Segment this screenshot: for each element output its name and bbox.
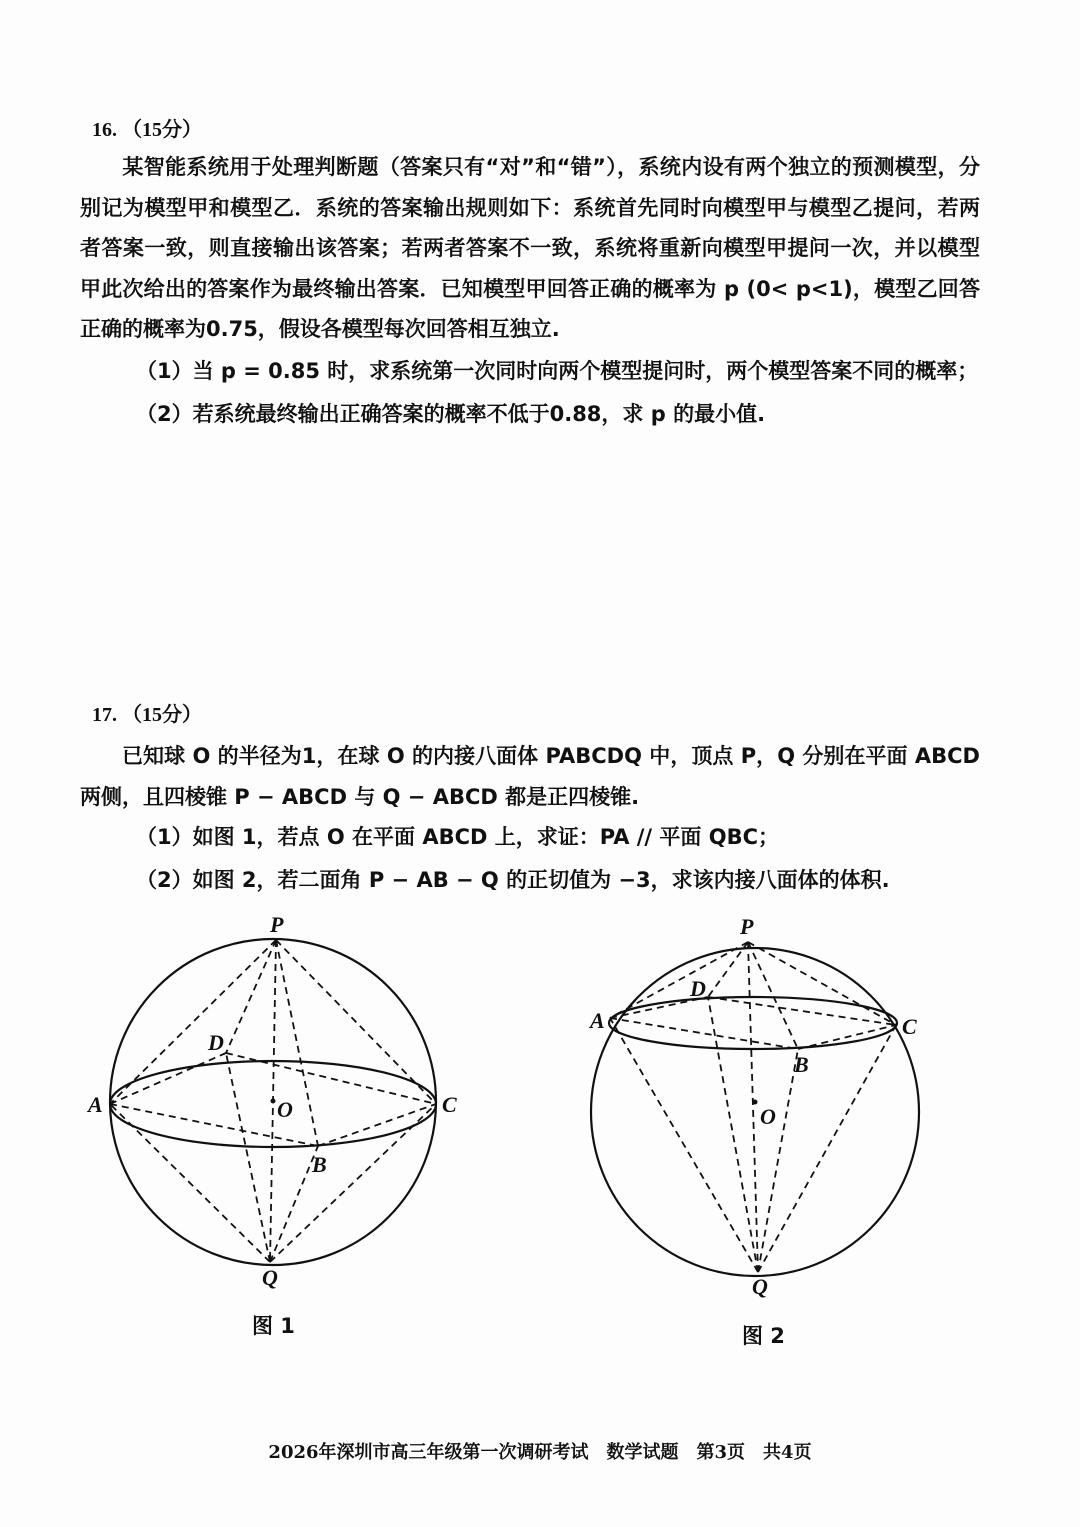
fig2-label-D: D: [690, 976, 706, 1001]
fig2-edge-PB: [748, 942, 798, 1049]
fig1-label-B: B: [312, 1152, 327, 1177]
figure-2-diagram: [580, 910, 940, 1300]
fig1-edge-QB: [270, 1146, 318, 1262]
fig2-label-C: C: [902, 1014, 917, 1039]
question-17-body: [80, 736, 980, 817]
fig1-label-Q: Q: [262, 1265, 278, 1290]
figure-2-caption: 图 2: [742, 1324, 785, 1348]
question-16-part2: （2）若系统最终输出正确答案的概率不低于0.88，求 p 的最小值.: [136, 402, 766, 426]
fig1-label-A: A: [88, 1092, 103, 1117]
fig1-edge-PA: [110, 940, 276, 1104]
question-17-header: 17. （15分）: [92, 704, 202, 726]
fig2-label-Q: Q: [752, 1274, 768, 1299]
fig1-edge-PC: [276, 940, 436, 1104]
fig2-edge-QB: [758, 1049, 798, 1272]
fig1-edge-QD: [226, 1053, 270, 1262]
question-17-text: 已知球 O 的半径为1，在球 O 的内接八面体 PABCDQ 中，顶点 P，Q 分别在平面 ABCD 两侧，且四棱锥 P − ABCD 与 Q − ABCD 都是正四棱锥.: [80, 744, 980, 809]
fig2-edge-DC: [708, 997, 896, 1025]
question-16-header: 16. （15分）: [92, 119, 202, 141]
fig2-label-P: P: [740, 914, 754, 939]
fig2-edge-PA: [610, 942, 748, 1018]
fig2-edge-BC: [798, 1025, 896, 1049]
fig1-label-P: P: [270, 912, 284, 937]
fig2-label-A: A: [590, 1008, 605, 1033]
figure-1-diagram: [80, 910, 500, 1290]
question-16-body: [80, 147, 980, 350]
question-16-part1: （1）当 p = 0.85 时，求系统第一次同时向两个模型提问时，两个模型答案不同的概率；: [136, 359, 979, 383]
fig2-edge-QC: [758, 1025, 896, 1272]
question-17-part1: （1）如图 1，若点 O 在平面 ABCD 上，求证：PA // 平面 QBC；: [136, 825, 779, 849]
fig1-label-C: C: [442, 1092, 457, 1117]
fig1-edge-BC: [318, 1104, 436, 1146]
fig1-edge-PD: [226, 940, 276, 1053]
question-17-part2: （2）如图 2，若二面角 P − AB − Q 的正切值为 −3，求该内接八面体的体积.: [136, 868, 890, 892]
fig1-label-D: D: [208, 1030, 224, 1055]
fig2-edge-AB: [610, 1018, 798, 1049]
fig1-edge-QA: [110, 1104, 270, 1262]
fig1-edge-QC: [270, 1104, 436, 1262]
fig1-center-dot: [271, 1099, 276, 1104]
question-16-text: 某智能系统用于处理判断题（答案只有“对”和“错”），系统内设有两个独立的预测模型，分别记为模型甲和模型乙．系统的答案输出规则如下：系统首先同时向模型甲与模型乙提问，若两者答案一致，则直接输出该答案；若两者答案不一致，系统将重新向模型甲提问一次，并以模型甲此次给出的答案作为最终输出答案．已知模型甲回答正确的概率为 p (0< p<1)，模型乙回答正确的概率为0.75，假设各模型每次回答相互独立.: [80, 155, 980, 341]
fig1-edge-AD: [110, 1053, 226, 1104]
figure-1-caption: 图 1: [252, 1314, 295, 1338]
page-footer: 2026年深圳市高三年级第一次调研考试 数学试题 第3页 共4页: [268, 1442, 812, 1463]
fig2-edge-PC: [748, 942, 896, 1025]
fig1-label-O: O: [277, 1097, 293, 1122]
fig2-edge-QA: [610, 1018, 758, 1272]
fig2-center-dot: [753, 1100, 758, 1105]
fig2-label-O: O: [760, 1104, 776, 1129]
fig2-label-B: B: [794, 1052, 809, 1077]
